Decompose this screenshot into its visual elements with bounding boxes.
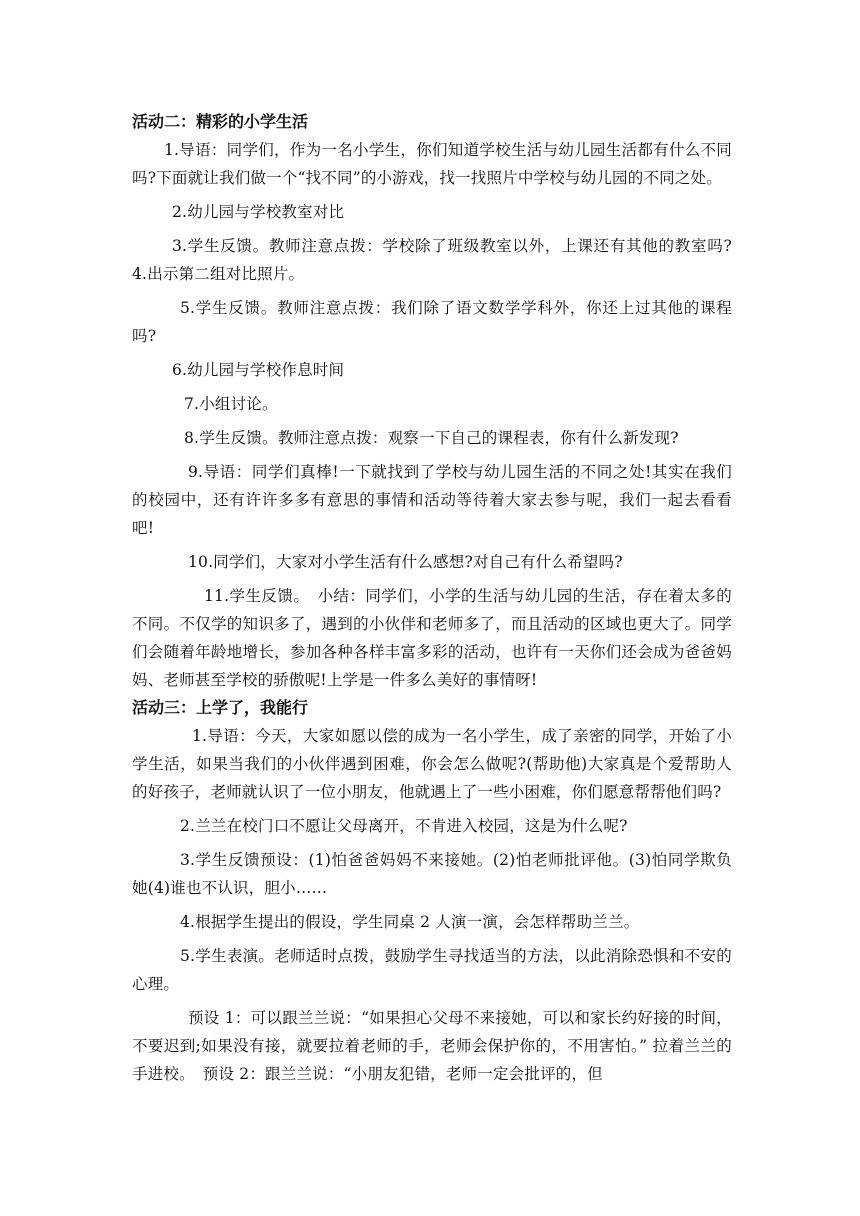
section-heading-activity-2: 活动二：精彩的小学生活 [132,112,309,131]
paragraph-2-9: 9.导语：同学们真棒!一下就找到了学校与幼儿园生活的不同之处!其实在我们的校园中，还有许许多多有意思的事情和活动等待着大家去参与呢，我们一起去看看吧! [132,463,732,537]
paragraph-2-10: 10.同学们，大家对小学生活有什么感想?对自己有什么希望吗? [188,553,623,571]
paragraph-2-5: 5.学生反馈。教师注意点拨：我们除了语文数学学科外，你还上过其他的课程吗? [132,299,732,345]
paragraph-3-2: 2.兰兰在校门口不愿让父母离开，不肯进入校园，这是为什么呢? [180,817,628,835]
paragraph-3-3: 3.学生反馈预设：(1)怕爸爸妈妈不来接她。(2)怕老师批评他。(3)怕同学欺负她(4)谁也不认识，胆小…… [132,851,732,897]
document-page [132,108,732,1088]
paragraph-2-6: 6.幼儿园与学校作息时间 [172,361,345,379]
paragraph-2-2: 2.幼儿园与学校教室对比 [172,203,345,221]
paragraph-2-3: 3.学生反馈。教师注意点拨：学校除了班级教室以外，上课还有其他的教室吗? 4.出示第二组对比照片。 [132,237,732,283]
paragraph-2-11: 11.学生反馈。 小结：同学们，小学的生活与幼儿园的生活，存在着太多的不同。不仅学的知识多了，遇到的小伙伴和老师多了，而且活动的区域也更大了。同学们会随着年龄地增长，参加各种各样丰富多彩的活动，也许有一天你们还会成为爸爸妈妈、老师甚至学校的骄傲呢!上学是一件多么美好的事情呀! [132,587,732,689]
paragraph-3-1: 1.导语：今天，大家如愿以偿的成为一名小学生，成了亲密的同学，开始了小学生活，如果当我们的小伙伴遇到困难，你会怎么做呢?(帮助他)大家真是个爱帮助人的好孩子，老师就认识了一位小朋友，他就遇上了一些小困难，你们愿意帮帮他们吗? [132,727,732,801]
paragraph-2-1: 1.导语：同学们，作为一名小学生，你们知道学校生活与幼儿园生活都有什么不同吗?下面就让我们做一个“找不同”的小游戏，找一找照片中学校与幼儿园的不同之处。 [132,141,732,187]
section-heading-activity-3: 活动三：上学了，我能行 [132,698,309,717]
paragraph-3-preset: 预设 1：可以跟兰兰说：“如果担心父母不来接她，可以和家长约好接的时间，不要迟到;如果没有接，就要拉着老师的手，老师会保护你的，不用害怕。” 拉着兰兰的手进校。 预设 2：跟兰兰说：“小朋友犯错，老师一定会批评的，但 [132,1009,732,1083]
paragraph-2-8: 8.学生反馈。教师注意点拨：观察一下自己的课程表，你有什么新发现? [184,429,679,447]
paragraph-3-4: 4.根据学生提出的假设，学生同桌 2 人演一演，会怎样帮助兰兰。 [180,913,640,931]
paragraph-3-5: 5.学生表演。老师适时点拨，鼓励学生寻找适当的方法，以此消除恐惧和不安的心理。 [132,947,732,993]
paragraph-2-7: 7.小组讨论。 [184,395,278,413]
